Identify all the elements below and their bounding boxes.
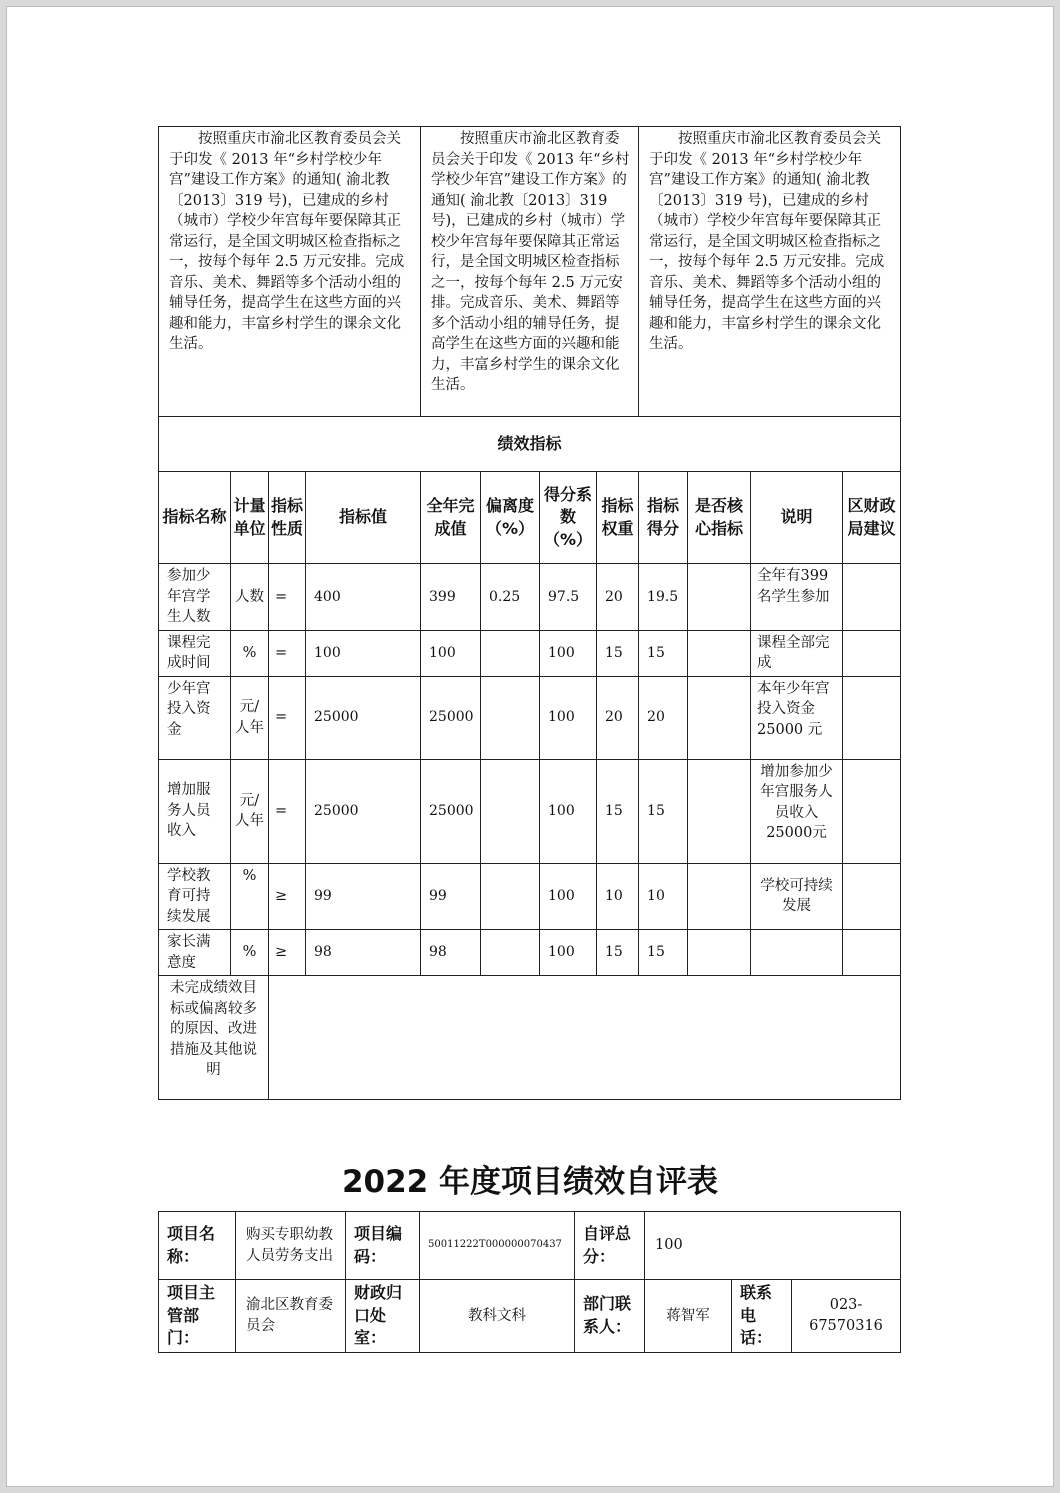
cell-note: 课程全部完成 [751, 630, 843, 676]
cell-note: 全年有399 名学生参加 [751, 564, 843, 631]
cell-score: 15 [639, 759, 688, 863]
cell-unit: 元/人年 [231, 759, 269, 863]
cell-weight: 15 [597, 930, 639, 976]
table-row [159, 930, 901, 976]
cell-coef: 100 [540, 676, 597, 759]
cell-core [688, 759, 751, 863]
table-row [159, 630, 901, 676]
header-name: 指标名称 [159, 472, 231, 564]
contact-value: 蒋智军 [645, 1280, 732, 1353]
cell-weight: 20 [597, 564, 639, 631]
cell-actual: 100 [421, 630, 481, 676]
finance-office-value: 教科文科 [420, 1280, 575, 1353]
table-row [159, 564, 901, 631]
project-code-label: 项目编码： [346, 1212, 420, 1280]
cell-name: 参加少年宫学生人数 [159, 564, 231, 631]
cell-weight: 20 [597, 676, 639, 759]
cell-score: 20 [639, 676, 688, 759]
cell-unit: % [231, 930, 269, 976]
cell-nature: = [269, 564, 306, 631]
cell-score: 19.5 [639, 564, 688, 631]
cell-nature: = [269, 676, 306, 759]
cell-actual: 25000 [421, 759, 481, 863]
header-unit: 计量单位 [231, 472, 269, 564]
cell-unit: 元/人年 [231, 676, 269, 759]
finance-office-label: 财政归口处室： [346, 1280, 420, 1353]
cell-deviation [481, 630, 540, 676]
project-code-value: 50011222T000000070437 [420, 1212, 575, 1280]
cell-core [688, 630, 751, 676]
project-info-table [158, 1211, 901, 1353]
cell-name: 家长满意度 [159, 930, 231, 976]
cell-core [688, 564, 751, 631]
remarks-label: 未完成绩效目标或偏离较多的原因、改进措施及其他说明 [159, 976, 269, 1100]
cell-name: 少年宫投入资金 [159, 676, 231, 759]
header-score: 指标得分 [639, 472, 688, 564]
total-score-value: 100 [645, 1212, 901, 1280]
cell-suggest [843, 930, 901, 976]
cell-value: 25000 [306, 759, 421, 863]
header-value: 指标值 [306, 472, 421, 564]
cell-suggest [843, 863, 901, 930]
cell-name: 学校教育可持续发展 [159, 863, 231, 930]
cell-value: 400 [306, 564, 421, 631]
cell-name: 课程完成时间 [159, 630, 231, 676]
cell-actual: 399 [421, 564, 481, 631]
cell-deviation [481, 863, 540, 930]
cell-value: 99 [306, 863, 421, 930]
performance-banner: 绩效指标 [159, 417, 901, 472]
cell-deviation [481, 676, 540, 759]
cell-weight: 15 [597, 630, 639, 676]
remarks-row [159, 976, 901, 1100]
dept-value: 渝北区教育委员会 [236, 1280, 346, 1353]
description-col2: 按照重庆市渝北区教育委员会关于印发《 2013 年“乡村学校少年宫”建设工作方案》的通知( 渝北教〔2013〕319 号)，已建成的乡村（城市）学校少年宫每年要保障其正常运行，是全国文明城区检查指标之一，按每个每年 2.5 万元安排。完成音乐、美术、舞蹈等多个活动小组的辅导任务，提高学生在这些方面的兴趣和能力，丰富乡村学生的课余文化生活。 [421, 127, 639, 417]
cell-value: 100 [306, 630, 421, 676]
cell-unit: 人数 [231, 564, 269, 631]
cell-coef: 100 [540, 930, 597, 976]
cell-deviation [481, 930, 540, 976]
performance-table [158, 126, 901, 1100]
remarks-value [269, 976, 901, 1100]
cell-value: 98 [306, 930, 421, 976]
cell-unit: % [231, 863, 269, 930]
cell-coef: 100 [540, 759, 597, 863]
project-name-label: 项目名称： [159, 1212, 236, 1280]
description-col3: 按照重庆市渝北区教育委员会关于印发《 2013 年“乡村学校少年宫”建设工作方案》的通知( 渝北教〔2013〕319 号)，已建成的乡村（城市）学校少年宫每年要保障其正常运行，是全国文明城区检查指标之一，按每个每年 2.5 万元安排。完成音乐、美术、舞蹈等多个活动小组的辅导任务，提高学生在这些方面的兴趣和能力，丰富乡村学生的课余文化生活。 [639, 127, 901, 417]
cell-deviation [481, 759, 540, 863]
phone-value: 023-67570316 [792, 1280, 901, 1353]
cell-suggest [843, 676, 901, 759]
cell-actual: 99 [421, 863, 481, 930]
cell-score: 15 [639, 930, 688, 976]
cell-weight: 15 [597, 759, 639, 863]
cell-note: 增加参加少年宫服务人员收入 25000元 [751, 759, 843, 863]
header-row [159, 472, 901, 564]
cell-suggest [843, 759, 901, 863]
cell-deviation: 0.25 [481, 564, 540, 631]
cell-note: 本年少年宫投入资金 25000 元 [751, 676, 843, 759]
cell-value: 25000 [306, 676, 421, 759]
form-title: 2022 年度项目绩效自评表 [341, 1164, 719, 1200]
dept-label: 项目主管部门： [159, 1280, 236, 1353]
cell-unit: % [231, 630, 269, 676]
header-actual: 全年完成值 [421, 472, 481, 564]
cell-coef: 100 [540, 630, 597, 676]
table-row [159, 863, 901, 930]
cell-nature: ≥ [269, 930, 306, 976]
header-suggest: 区财政局建议 [843, 472, 901, 564]
header-coef: 得分系数（%） [540, 472, 597, 564]
header-weight: 指标权重 [597, 472, 639, 564]
total-score-label: 自评总分： [575, 1212, 645, 1280]
cell-name: 增加服务人员收入 [159, 759, 231, 863]
header-nature: 指标性质 [269, 472, 306, 564]
cell-note: 学校可持续发展 [751, 863, 843, 930]
cell-nature: ≥ [269, 863, 306, 930]
cell-actual: 98 [421, 930, 481, 976]
contact-label: 部门联系人： [575, 1280, 645, 1353]
cell-actual: 25000 [421, 676, 481, 759]
cell-coef: 100 [540, 863, 597, 930]
cell-nature: = [269, 759, 306, 863]
table-row [159, 676, 901, 759]
phone-label: 联系电话： [732, 1280, 792, 1353]
header-deviation: 偏离度（%） [481, 472, 540, 564]
cell-core [688, 863, 751, 930]
header-core: 是否核心指标 [688, 472, 751, 564]
project-name-value: 购买专职幼教人员劳务支出 [236, 1212, 346, 1280]
cell-note [751, 930, 843, 976]
cell-suggest [843, 630, 901, 676]
cell-weight: 10 [597, 863, 639, 930]
header-note: 说明 [751, 472, 843, 564]
cell-nature: = [269, 630, 306, 676]
description-col1: 按照重庆市渝北区教育委员会关于印发《 2013 年“乡村学校少年宫”建设工作方案》的通知( 渝北教〔2013〕319 号)，已建成的乡村（城市）学校少年宫每年要保障其正常运行，是全国文明城区检查指标之一，按每个每年 2.5 万元安排。完成音乐、美术、舞蹈等多个活动小组的辅导任务，提高学生在这些方面的兴趣和能力，丰富乡村学生的课余文化生活。 [159, 127, 421, 417]
cell-score: 10 [639, 863, 688, 930]
cell-core [688, 676, 751, 759]
cell-coef: 97.5 [540, 564, 597, 631]
cell-core [688, 930, 751, 976]
cell-suggest [843, 564, 901, 631]
table-row [159, 759, 901, 863]
cell-score: 15 [639, 630, 688, 676]
